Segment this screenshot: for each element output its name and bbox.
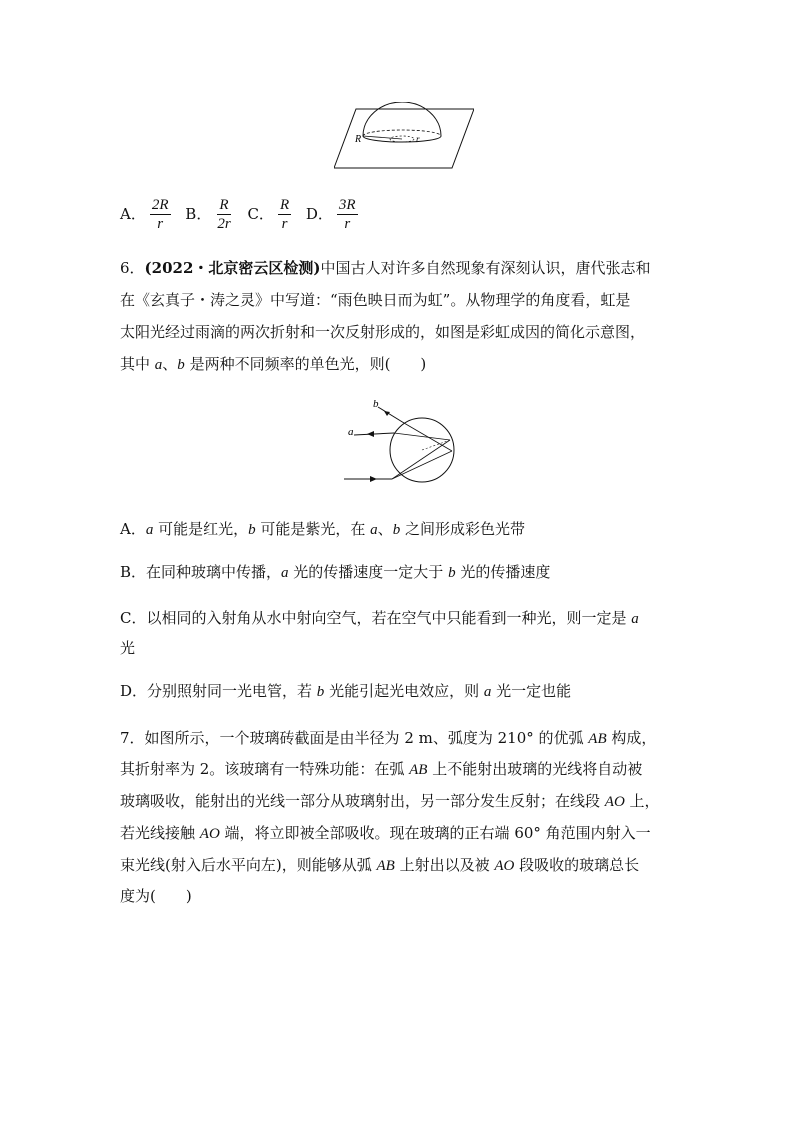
q7-stem-line-5: 束光线(射入后水平向左)，则能够从弧 AB 上射出以及被 AO 段吸收的玻璃总长 bbox=[120, 856, 640, 874]
ray-a-inner bbox=[394, 433, 450, 440]
q7-stem-line-4: 若光线接触 AO 端，将立即被全部吸收。现在玻璃的正右端 60° 角范围内射入一 bbox=[120, 824, 651, 842]
q6-option-d[interactable]: D．分别照射同一光电管，若 b 光能引起光电效应，则 a 光一定也能 bbox=[120, 682, 572, 700]
label-r: r bbox=[416, 134, 420, 144]
hemisphere-back-edge bbox=[363, 130, 441, 136]
q7-stem-line-3: 玻璃吸收，能射出的光线一部分从玻璃射出，另一部分发生反射；在线段 AO 上， bbox=[120, 792, 660, 810]
hemisphere-dome bbox=[363, 102, 441, 136]
q5-options bbox=[120, 194, 368, 234]
q6-source: (2022・北京密云区检测) bbox=[144, 259, 321, 277]
rainbow-raindrop-figure bbox=[340, 393, 460, 498]
q6-option-b[interactable]: B．在同种玻璃中传播，a 光的传播速度一定大于 b 光的传播速度 bbox=[120, 563, 551, 581]
q5-option-a[interactable]: A． $\frac{2R}{r}$ bbox=[120, 196, 169, 232]
inner-ray-1 bbox=[392, 440, 450, 479]
q7-stem-line-2: 其折射率为 2。该玻璃有一特殊功能：在弧 AB 上不能射出玻璃的光线将自动被 bbox=[120, 760, 643, 778]
label-R: R bbox=[355, 134, 362, 145]
q6-option-c[interactable]: C．以相同的入射角从水中射向空气，若在空气中只能看到一种光，则一定是 a bbox=[120, 609, 639, 627]
label-b: b bbox=[373, 398, 379, 410]
q6-stem-line-1: 6．(2022・北京密云区检测)中国古人对许多自然现象有深刻认识，唐代张志和 bbox=[120, 259, 651, 277]
q5-option-d[interactable]: D． $\frac{3R}{r}$ bbox=[305, 196, 356, 232]
hemisphere-figure bbox=[334, 102, 474, 170]
q5-option-b[interactable]: B． $\frac{R}{2r}$ bbox=[185, 196, 231, 232]
q5-option-c[interactable]: C． $\frac{R}{r}$ bbox=[247, 196, 290, 232]
incident-arrow bbox=[370, 476, 377, 482]
q7-stem-line-6: 度为( ) bbox=[120, 887, 192, 905]
ray-a-arrow bbox=[367, 431, 374, 437]
q7-stem-line-1: 7．如图所示，一个玻璃砖截面是由半径为 2 m、弧度为 210° 的优弧 AB 构成， bbox=[120, 729, 657, 747]
q6-stem-line-4: 其中 a、b 是两种不同频率的单色光，则( ) bbox=[120, 355, 427, 373]
ray-b-out bbox=[378, 407, 404, 423]
q6-stem-line-3: 太阳光经过雨滴的两次折射和一次反射形成的，如图是彩虹成因的简化示意图， bbox=[120, 323, 646, 341]
q6-option-a[interactable]: A．a 可能是红光，b 可能是紫光，在 a、b 之间形成彩色光带 bbox=[120, 520, 525, 538]
q6-option-c-cont: 光 bbox=[120, 639, 136, 657]
label-a: a bbox=[348, 426, 354, 438]
q6-stem-line-2: 在《玄真子・涛之灵》中写道：“雨色映日而为虹”。从物理学的角度看，虹是 bbox=[120, 291, 631, 309]
